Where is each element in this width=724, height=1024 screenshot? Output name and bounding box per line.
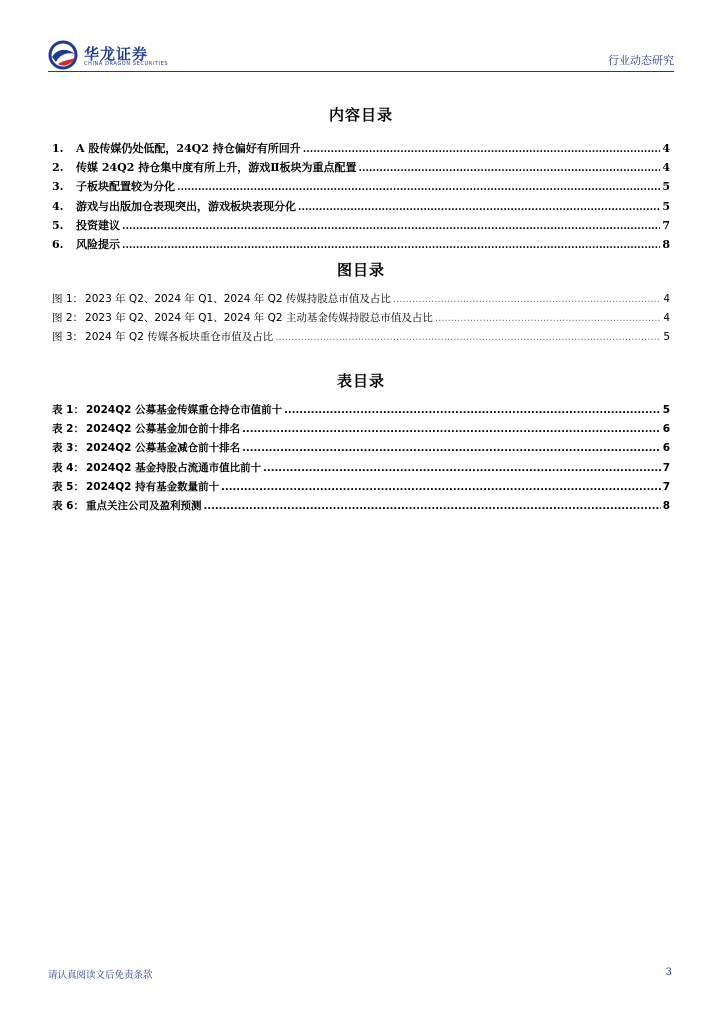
dot-leader bbox=[358, 161, 660, 174]
toc-entry-number: 2. bbox=[52, 161, 64, 175]
toc-entry[interactable] bbox=[52, 198, 670, 217]
table-entry-number: 表 5： bbox=[52, 480, 84, 493]
toc-entry[interactable] bbox=[52, 217, 670, 236]
table-entry[interactable] bbox=[52, 498, 670, 517]
logo-text-cn: 华龙证券 bbox=[84, 45, 149, 63]
figure-entry[interactable] bbox=[52, 291, 670, 310]
toc-entry-number: 3. bbox=[52, 180, 64, 194]
table-entry-page: 6 bbox=[662, 442, 670, 455]
table-entry-text: 2024Q2 公募基金传媒重仓持仓市值前十 bbox=[85, 404, 283, 416]
dragon-swirl-logo-icon bbox=[48, 40, 80, 70]
toc-entry-page: 5 bbox=[662, 199, 670, 213]
document-type-label: 行业动态研究 bbox=[608, 54, 674, 67]
figure-entry[interactable] bbox=[52, 310, 670, 329]
toc-entry-page: 5 bbox=[662, 180, 670, 194]
table-entry[interactable] bbox=[52, 440, 670, 459]
toc-entry[interactable] bbox=[52, 159, 670, 178]
tables-list bbox=[52, 402, 670, 517]
table-entry-number: 表 2： bbox=[52, 423, 84, 436]
toc-entry-page: 4 bbox=[662, 142, 670, 155]
dot-leader bbox=[275, 331, 661, 343]
dot-leader bbox=[122, 238, 660, 251]
toc-entry-text: 子板块配置较为分化 bbox=[76, 180, 175, 194]
toc-entry-number: 6. bbox=[52, 237, 64, 251]
toc-entry-text: 传媒 24Q2 持仓集中度有所上升，游戏Ⅱ板块为重点配置 bbox=[76, 161, 357, 175]
toc-entry-page: 8 bbox=[662, 237, 670, 251]
toc-entry-text: 游戏与出版加仓表现突出，游戏板块表现分化 bbox=[76, 199, 296, 213]
figure-entry-page: 5 bbox=[663, 331, 670, 344]
dot-leader bbox=[203, 500, 660, 512]
dot-leader bbox=[122, 219, 660, 232]
figure-entry-number: 图 2： bbox=[52, 312, 84, 325]
page-number: 3 bbox=[665, 967, 672, 978]
toc-entry-text: 投资建议 bbox=[76, 218, 120, 232]
header-divider bbox=[48, 71, 674, 72]
figure-entry[interactable] bbox=[52, 329, 670, 348]
toc-entry[interactable] bbox=[52, 236, 670, 255]
table-entry-number: 表 6： bbox=[52, 499, 84, 512]
figure-entry-text: 2023 年 Q2、2024 年 Q1、2024 年 Q2 传媒持股总市值及占比 bbox=[85, 293, 391, 305]
toc-entry-text: 风险提示 bbox=[76, 237, 120, 251]
figure-entry-page: 4 bbox=[663, 293, 670, 305]
table-entry-text: 2024Q2 公募基金减仓前十排名 bbox=[85, 442, 241, 455]
table-entry-number: 表 1： bbox=[52, 404, 84, 416]
table-entry-text: 重点关注公司及盈利预测 bbox=[85, 499, 202, 512]
figure-entry-page: 4 bbox=[663, 312, 670, 325]
toc-entry-number: 1. bbox=[52, 142, 64, 155]
page-header bbox=[48, 40, 674, 74]
table-entry[interactable] bbox=[52, 421, 670, 440]
table-entry-number: 表 3： bbox=[52, 442, 84, 455]
dot-leader bbox=[298, 200, 660, 213]
table-entry-page: 7 bbox=[662, 461, 670, 474]
table-entry-page: 7 bbox=[662, 480, 670, 493]
figure-entry-text: 2024 年 Q2 传媒各板块重仓市值及占比 bbox=[85, 331, 274, 344]
dot-leader bbox=[303, 142, 661, 155]
figures-list bbox=[52, 291, 670, 349]
table-entry[interactable] bbox=[52, 479, 670, 498]
table-entry[interactable] bbox=[52, 402, 670, 421]
toc-entry-text: A 股传媒仍处低配，24Q2 持仓偏好有所回升 bbox=[76, 142, 301, 155]
toc-entry-number: 5. bbox=[52, 218, 64, 232]
figure-entry-text: 2023 年 Q2、2024 年 Q1、2024 年 Q2 主动基金传媒持股总市值及占比 bbox=[85, 312, 433, 325]
contents-list bbox=[52, 140, 670, 255]
figures-title: 图目录 bbox=[336, 261, 385, 279]
table-entry-text: 2024Q2 持有基金数量前十 bbox=[85, 480, 220, 493]
toc-entry-number: 4. bbox=[52, 199, 64, 213]
figure-entry-number: 图 3： bbox=[52, 331, 84, 344]
table-entry-text: 2024Q2 基金持股占流通市值比前十 bbox=[85, 461, 262, 474]
dot-leader bbox=[435, 312, 661, 324]
dot-leader bbox=[242, 423, 661, 435]
toc-entry[interactable] bbox=[52, 140, 670, 159]
disclaimer-note: 请认真阅读文后免责条款 bbox=[48, 970, 153, 981]
table-entry-page: 5 bbox=[662, 404, 670, 416]
toc-entry-page: 7 bbox=[662, 218, 670, 232]
table-entry-page: 6 bbox=[662, 423, 670, 436]
dot-leader bbox=[284, 404, 661, 416]
table-entry[interactable] bbox=[52, 460, 670, 479]
toc-entry-page: 4 bbox=[662, 161, 670, 175]
table-entry-page: 8 bbox=[662, 499, 670, 512]
company-logo bbox=[48, 40, 208, 74]
table-entry-number: 表 4： bbox=[52, 461, 84, 474]
dot-leader bbox=[177, 180, 660, 193]
logo-text-en: CHINA DRAGON SECURITIES bbox=[84, 61, 169, 67]
toc-entry[interactable] bbox=[52, 178, 670, 197]
tables-title: 表目录 bbox=[336, 372, 385, 390]
dot-leader bbox=[221, 481, 661, 493]
figure-entry-number: 图 1： bbox=[52, 293, 84, 305]
dot-leader bbox=[393, 293, 661, 305]
dot-leader bbox=[242, 442, 661, 454]
dot-leader bbox=[263, 462, 661, 474]
contents-title: 内容目录 bbox=[328, 106, 393, 124]
table-entry-text: 2024Q2 公募基金加仓前十排名 bbox=[85, 423, 241, 436]
